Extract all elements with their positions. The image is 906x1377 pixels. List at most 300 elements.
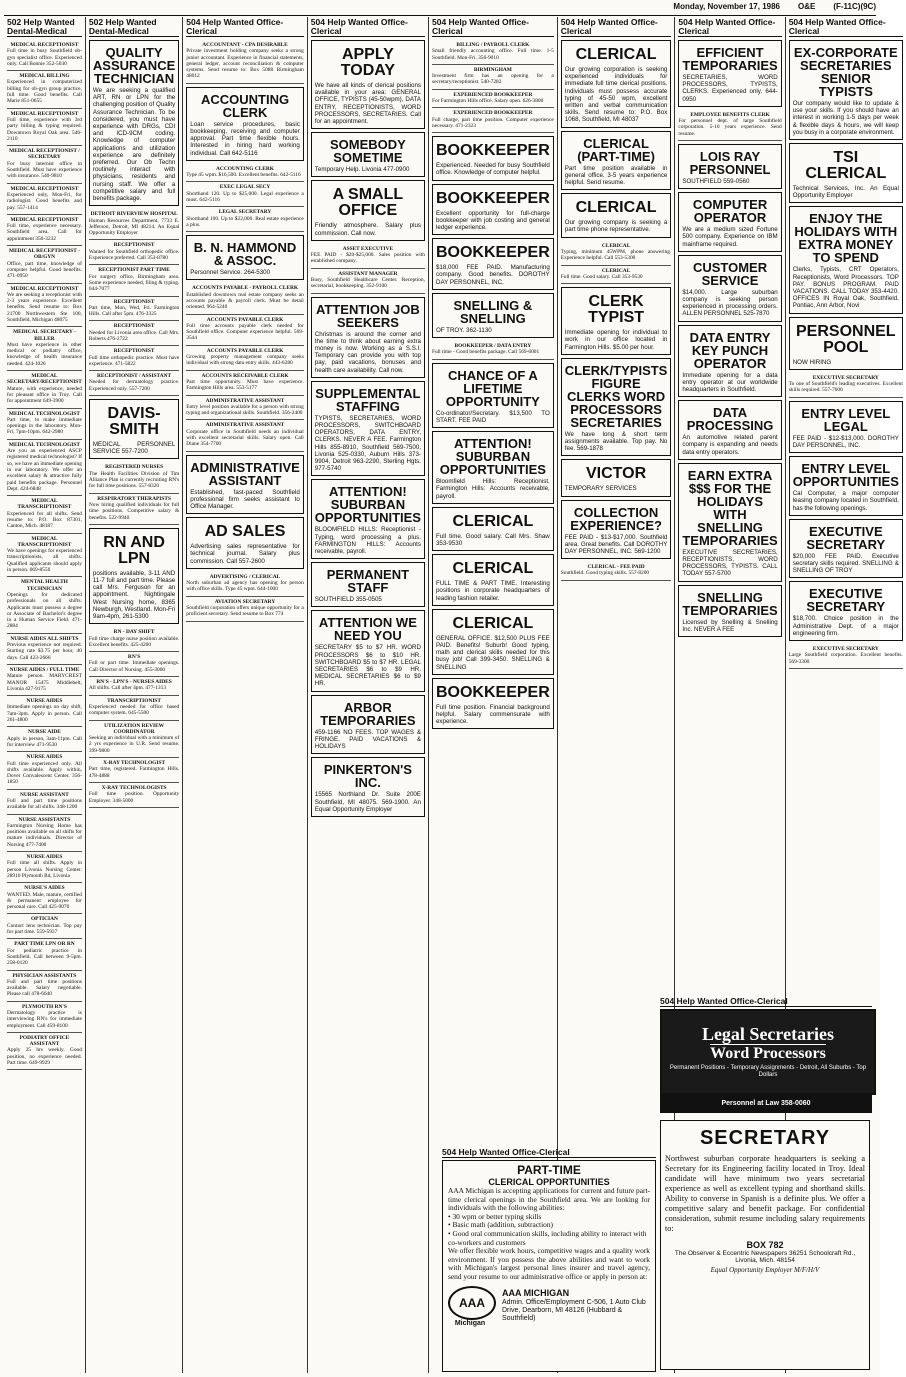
ad-body: Full and part time positions available for all shifts. 348-1200 <box>7 797 82 811</box>
ad-body: Southfield corporation offers unique opportunity for a proficient secretary. Send resume to Box 774 <box>186 605 304 618</box>
classified-ad <box>89 399 179 459</box>
classified-ad <box>186 396 304 421</box>
classified-ad <box>7 284 82 328</box>
classified-ad <box>89 627 179 652</box>
ad-body: Immediate opening for a data entry operator at our worldwide headquarters in Southfield. <box>682 371 778 394</box>
classified-ad <box>7 914 82 939</box>
ad-body: Full time. Good salary. Call 353-9530 <box>560 273 643 280</box>
ad-title: DAVIS-SMITH <box>107 405 161 439</box>
classified-ad <box>186 207 304 232</box>
classified-ad <box>432 40 554 65</box>
secretary-box: BOX 782 <box>746 1240 784 1250</box>
ad-title: MEDICAL SECRETARY/RECEPTIONIST <box>7 373 82 386</box>
classified-ad <box>7 40 82 71</box>
classified-ad <box>432 431 554 504</box>
classified-ad <box>89 528 179 624</box>
ad-body: Excellent opportunity for full-charge bookkeeper with job costing and general ledger experience. <box>435 209 550 232</box>
ad-title: BOOKKEEPER <box>435 244 550 262</box>
ad-title: X-RAY TECHNOLOGISTS <box>101 784 167 791</box>
classified-ad <box>311 381 425 477</box>
ad-title: RECEPTIONIST / ASSISTANT <box>97 373 172 380</box>
ad-body: For surgery office, Birmingham area. Some experience needed, filing & typing. 644-7077 <box>88 273 180 293</box>
classified-ad <box>89 297 179 322</box>
classified-ad <box>432 108 554 133</box>
ad-body: We have all kinds of clerical positions available in your area: GENERAL OFFICE, TYPISTS (45-50wpm), DATA ENTRY, RECEPTIONISTS, WORD PROCESSORS, SECRETARIES. Call for an appointment. <box>314 82 421 126</box>
ad-title: CLERICAL <box>452 560 534 578</box>
aaa-company: AAA MICHIGAN <box>502 1288 570 1299</box>
ad-title: BIRMINGHAM <box>473 66 512 73</box>
ad-body: Full time all shifts. Apply in person Livonia Nursing Center. 28910 Plymouth Rd, Livonia <box>7 860 82 879</box>
ad-title: RN AND LPN <box>103 533 165 567</box>
classified-ad <box>561 562 672 581</box>
ad-title: NURSE AIDES ALL SHIFTS <box>10 635 79 642</box>
ad-title: ENTRY LEVEL LEGAL <box>801 405 891 434</box>
ad-title: CLERK TYPIST <box>588 293 645 327</box>
page-header <box>4 2 876 14</box>
ad-body: Full time - Good benefits package. Call 569-6001 <box>431 349 540 356</box>
ad-body: Part time position available in general office. 3-5 years experience helpful. Send resume. <box>564 164 668 187</box>
aaa-address: Admin. Office/Employment C-506, 1 Auto Club Drive, Dearborn, MI 48126 (Hubbard & Southfield) <box>502 1299 646 1323</box>
classified-ad <box>789 456 903 516</box>
classified-ad <box>186 420 304 451</box>
classified-ad <box>432 238 554 290</box>
classified-ad <box>561 500 672 560</box>
ad-body: Established, fast-paced Southfield professional firm seeks assistant to Office Manager. <box>190 488 300 511</box>
aaa-parttime-ad <box>442 1160 656 1372</box>
ad-title: ENTRY LEVEL OPPORTUNITIES <box>792 461 899 490</box>
classified-ad <box>7 71 82 108</box>
classified-ad <box>186 182 304 207</box>
ad-title: RESPIRATORY THERAPISTS <box>97 495 171 502</box>
ad-body: Needed for Livonia area office. Call Mrs. Roberts 476-2722 <box>88 329 180 342</box>
column-heading: 504 Help Wanted Office-Clerical <box>186 18 304 37</box>
ad-body: Friendly atmosphere. Salary plus commission. Call now. <box>314 222 421 237</box>
classified-ad <box>7 327 82 371</box>
ad-body: For pediatric practice in Southfield. Call between 9-5pm. 258-0120 <box>7 947 82 967</box>
ad-title: TRANSCRIPTIONIST <box>107 697 162 704</box>
ad-body: Advertising sales representative for technical journal. Salary plus commission. Call 557-2600 <box>190 543 300 565</box>
ad-title: ATTENTION JOB SEEKERS <box>316 301 420 330</box>
ad-body: Part time, to make immediate openings in the laboratory. Mon-Fri, 7pm-10pm. 642-2980 <box>7 416 82 436</box>
classified-ad <box>432 90 554 109</box>
ad-title: CLERICAL (PART-TIME) <box>577 135 655 164</box>
ad-body: Private investment holding company seeks a strong junior accountant. Experience in financial statements, general ledger, account reconciliation & computer systems. Send resume to: Box 5088 Birmingham 48012 <box>186 48 304 80</box>
ad-body: Human Resources Department, 7733 E. Jefferson, Detroit, MI 48214. An Equal Opportunity Employer <box>88 217 180 237</box>
classified-ad <box>7 1002 82 1033</box>
ad-title: REGISTERED NURSES <box>105 464 164 471</box>
ad-body: We have openings for experienced transcriptionists, all shifts. Qualified applicants should apply in person. 669-8556 <box>7 548 82 574</box>
ad-body: Technical Services, Inc. An Equal Opportunity Employer <box>792 185 899 200</box>
ad-body: Our company would like to update & use your skills. If you should have an interest in working 1-5 days per week & flexible days & hours, we will keep you busy in a corporate environment. <box>792 100 899 136</box>
personnel-at-law-bar: Personnel at Law 358-0060 <box>660 1095 872 1113</box>
legal-secretaries-ad <box>660 1009 876 1095</box>
legal-line2: Word Processors <box>710 1045 826 1062</box>
parttime-subtitle: CLERICAL OPPORTUNITIES <box>488 1177 610 1187</box>
ad-body: $20,000 FEE PAID. Executive secretary skills required. SNELLING & SNELLING OF TROY <box>792 552 899 575</box>
ad-body: Openings for dedicated professionals on all shifts. Applicants must possess a degree or Associate of Bachelor's degree in a Human Service Field. 471-2884 <box>7 591 82 630</box>
ad-body: SECRETARY $5 to $7 HR. WORD PROCESSORS $6 to $10 HR. SWITCHBOARD $5 to $7 HR. LEGAL SECRETARIES $6 to $9 HR. MEDICAL SECRETARIES $6 to $9 HR. <box>314 644 421 688</box>
classified-ad <box>7 577 82 633</box>
parttime-bullet: • Good oral communication skills, including ability to interact with co-workers and customers <box>448 1228 647 1247</box>
legal-line3: Permanent Positions - Temporary Assignments - Detroit, All Suburbs - Top Dollars <box>669 1065 867 1078</box>
parttime-bullet: • 30 wpm or better typing skills <box>448 1211 542 1221</box>
classified-ad <box>89 240 179 265</box>
classified-ad <box>678 463 781 582</box>
classified-ad <box>432 363 554 428</box>
ad-body: FEE PAID - $20-$25,000. Sales position with established company. <box>310 252 425 265</box>
ad-title: ACCOUNTING CLERK <box>216 165 274 172</box>
ad-body: Experienced only, Mon-Fri, for radiologist. Good benefits and pay. 557-1414 <box>7 191 82 211</box>
ad-title: RECEPTIONIST <box>113 242 155 249</box>
ad-title: SUPPLEMENTAL STAFFING <box>315 385 421 414</box>
ad-body: SECRETARIES, WORD PROCESSORS, TYPISTS, CLERKS. Experienced only. 644-0950 <box>682 74 778 103</box>
classified-ad <box>789 373 903 398</box>
aaa-footer <box>448 1286 650 1327</box>
classified-column <box>786 17 906 992</box>
ad-title: EARN EXTRA $$$ FOR THE HOLIDAYS WITH SNELLING TEMPORARIES <box>682 467 778 548</box>
classified-ad <box>7 1033 82 1070</box>
classified-ad <box>89 696 179 721</box>
ad-body: We are seeking a receptionist with 2-3 years experience. Excellent benefits. Send resume to: Box 21700 Northwestern Ste 100, Southfield, Michigan 48075 <box>7 291 82 323</box>
ad-body: Mature person. MARYCREST MANOR 15475 Middlebelt, Livonia 427-9175 <box>7 673 82 692</box>
ad-title: BOOKKEEPER / DATA ENTRY <box>454 343 532 350</box>
ad-body: All shifts. Call after 4pm. 477-1313 <box>88 685 167 692</box>
ad-title: RECEPTIONIST PART TIME <box>98 267 170 274</box>
classified-ad <box>89 721 179 758</box>
parttime-bullet: • Basic math (addition, subtraction) <box>448 1220 554 1230</box>
ad-title: CLERICAL <box>452 512 534 530</box>
ad-body: Part time, Mon, Wed, Fri. Farmington Hills. Call after 5pm. 476-3325 <box>88 304 180 318</box>
ad-body: Personnel Service. 264-5300 <box>190 269 271 277</box>
ad-body: Typing, minimum 45WPM, phone answering. Experience helpful. Call 553-5300 <box>560 248 672 262</box>
ad-body: We have long & short term assignments available. Top pay. No fee. 569-1878 <box>564 430 668 453</box>
ad-title: MEDICAL TECHNOLOGIST <box>8 441 80 448</box>
classified-column <box>4 17 86 1373</box>
ad-title: CUSTOMER SERVICE <box>692 259 768 288</box>
classified-ad <box>432 341 554 360</box>
classified-ad <box>186 572 304 597</box>
ad-body: positions available, 3-11 AND 11-7 full and part time. Please call Mrs. Ferguson for an appointment. Nightingale West Nursing home, 8365 Newburgh, Westland. Mon-Fri 9am-4pm, 261-5300 <box>92 569 176 621</box>
ad-body: Office, part time, knowledge of computer helpful. Good benefits. 471-0950 <box>7 260 82 280</box>
classified-ad <box>186 346 304 371</box>
parttime-body2: We offer flexible work hours, competitive wages and a quality work environment. If you possess the above abilities and want to work with Michigan's largest personal lines insurer and travel agency, send your resume to our administrative office or apply in person at: <box>448 1246 650 1281</box>
ad-title: MEDICAL BILLING <box>19 73 70 80</box>
classified-ad <box>311 40 425 129</box>
classified-ad <box>789 40 903 140</box>
column-heading: 504 Help Wanted Office-Clerical <box>311 18 425 37</box>
ad-body: An automotive related parent company is expanding and needs data entry operators. <box>682 434 778 456</box>
ad-body: MEDICAL PERSONNEL SERVICE 557-7200 <box>92 441 176 456</box>
classified-ad <box>186 87 304 161</box>
ad-title: ARBOR TEMPORARIES <box>320 699 416 728</box>
bullet-text: Good oral communication skills, including ability to interact with co-workers and customers <box>448 1228 647 1247</box>
ad-title: RN - DAY SHIFT <box>113 629 155 636</box>
classified-ad <box>561 241 672 266</box>
ad-title: DATA PROCESSING <box>686 405 774 434</box>
ad-title: EXECUTIVE SECRETARY <box>812 645 879 652</box>
bullet-text: 30 wpm or better typing skills <box>452 1211 542 1221</box>
ad-title: NURSE AIDES <box>26 854 63 861</box>
classified-ad <box>678 144 781 189</box>
ad-body: Corporate office in Southfield needs an individual with excellent secretarial skills. Salary open. Call Diane 354-7700 <box>186 428 304 448</box>
ad-title: AVIATION SECRETARY <box>214 598 276 605</box>
ad-body: Apply in person, 3am-11pm. Call for interview 471-9530 <box>7 735 82 748</box>
classified-ad <box>186 517 304 569</box>
classified-ad <box>7 752 82 789</box>
ad-body: Investment firm has an opening for a secretary/receptionist. 540-7282 <box>431 73 554 86</box>
ad-title: EFFICIENT TEMPORARIES <box>682 45 778 73</box>
ad-title: DATA ENTRY KEY PUNCH OPERATOR <box>689 329 771 371</box>
ad-body: Entry level position available for a person with strong typing and organizational skills. Southfield. 356-2400 <box>186 403 304 417</box>
header-date: Monday, November 17, 1986 <box>673 2 780 11</box>
ad-title: SNELLING TEMPORARIES <box>682 589 778 618</box>
ad-title: ACCOUNTS RECEIVABLE CLERK <box>201 372 289 379</box>
classified-ad <box>7 146 82 183</box>
header-rule <box>4 15 876 16</box>
ad-title: CLERICAL <box>601 242 631 249</box>
ad-title: RECEPTIONIST <box>113 298 155 305</box>
ad-body: Bloomfield Hills: Receptionist. Farmington Hills: Accounts receivable, payroll. <box>435 478 550 500</box>
classified-ad <box>89 346 179 371</box>
classified-column <box>86 17 183 1373</box>
classified-ad <box>561 40 672 128</box>
ad-title: PLYMOUTH RN'S <box>22 1003 67 1010</box>
classified-ad <box>789 519 903 579</box>
column-heading: 502 Help Wanted Dental-Medical <box>89 18 179 37</box>
ad-title: NURSE AIDES / FULL TIME <box>9 666 80 673</box>
ad-body: Part time, registered. Farmington Hills. 478-4888 <box>88 766 180 779</box>
classified-ad <box>7 852 82 883</box>
ad-body: Established downtown real estate company seeks an accounts payable & payroll clerk. Must be detail oriented. 964-5240 <box>186 291 304 311</box>
legal-line1: Legal Secretaries <box>701 1024 835 1044</box>
ad-body: FULL TIME & PART TIME. Interesting positions in corporate headquarters of leading fashion retailer. <box>435 580 550 602</box>
ad-title: DETROIT RIVERVIEW HOSPITAL <box>90 211 178 218</box>
classified-ad <box>432 609 554 675</box>
classified-ad <box>561 459 672 496</box>
classified-ad <box>432 136 554 180</box>
ad-body: BLOOMFIELD HILLS: Receptionist - Typing, word processing a plus. FARMINGTON HILLS: Accounts receivable, payroll. <box>314 526 421 556</box>
ad-body: Full time accounts payable clerk needed for Southfield office. Computer experience helpful. 569-3544 <box>186 322 304 342</box>
ad-body: Immediate opening for individual to work in our office located in Farmington Hills. $5.00 per hour. <box>564 329 668 351</box>
ad-title: MEDICAL SECRETARY - BILLER <box>13 329 76 342</box>
ad-body: Full time, experience necessary. Southfield area. Call for appointment 350-3232 <box>7 223 82 242</box>
classified-ad <box>789 317 903 370</box>
ad-title: ASSET EXECUTIVE <box>342 245 394 252</box>
header-section: O&E <box>797 2 816 11</box>
ad-title: CLERICAL <box>575 46 657 63</box>
column-heading: 504 Help Wanted Office-Clerical <box>789 18 903 37</box>
classified-ad <box>432 65 554 90</box>
ad-body: Large Southfield corporation. Excellent benefits. 569-3300 <box>788 652 903 665</box>
ad-body: OF TROY. 362-1130 <box>435 326 492 334</box>
ad-title: EXEC LEGAL SECY <box>219 184 271 191</box>
ad-title: EX-CORPORATE SECRETARIES SENIOR TYPISTS <box>793 45 898 99</box>
ad-body: Small friendly accounting office. Full time. 1-5 Southfield. Mon-Fri. 356-9010 <box>431 48 554 61</box>
ad-title: NURSE AIDES <box>26 754 63 761</box>
ad-title: PERMANENT STAFF <box>326 567 410 596</box>
ad-body: Experienced in computerized billing for ob-gyn group practice, full time. Good benefits. Call Marie 851-0655 <box>7 79 82 105</box>
parttime-heading: 504 Help Wanted Office-Clerical <box>442 1147 656 1158</box>
ad-body: 15565 Northland Dr. Suite 200E Southfield, MI 48075. 569-1900. An Equal Opportunity Employer <box>314 791 421 813</box>
ad-title: EXECUTIVE SECRETARY <box>806 523 886 552</box>
ad-body: The Health Facilities Division of Tim Alliance Plan is currently recruiting RN's for full time positions. 557-8320 <box>88 470 180 490</box>
classified-ad <box>89 652 179 677</box>
classified-ad <box>311 479 425 559</box>
classified-ad <box>561 193 672 237</box>
classified-ad <box>89 494 179 525</box>
column-heading: 504 Help Wanted Office-Clerical <box>432 18 554 37</box>
ad-body: Loan service procedures, basic bookkeeping, receiving and computer approval. Part time flexible hours. Interested in hiring hard working individual. Call 642-5116 <box>190 120 300 157</box>
ad-body: FEE PAID - $13-$17,000. Southfield area. Great benefits. Call DOROTHY DAY PERSONNEL, INC. 569-1200 <box>564 533 668 555</box>
ad-body: Christmas is around the corner and the time to think about earning extra money is now. Working as a S.S.I. Temporary can provide you with top pay, paid vacations, bonuses and health care availability. Call now. <box>314 330 421 374</box>
ad-title: APPLY TODAY <box>340 46 396 79</box>
ad-body: For Farmington Hills office. Salary open. 626-3800 <box>431 98 544 105</box>
classified-ad <box>89 677 179 696</box>
ad-body: SOUTHFIELD 559-0560 <box>682 178 750 185</box>
classified-ad <box>311 269 425 294</box>
ad-title: AD SALES <box>204 523 286 541</box>
ad-body: Farmington Nursing Home has positions available on all shifts for mature individuals. Director of Nursing 477-7400 <box>7 822 82 848</box>
classified-ad <box>311 757 425 817</box>
ad-title: OPTICIAN <box>30 916 58 923</box>
ad-body: Type 45 wpm. $16,500. Excellent benefits. 642-5116 <box>186 172 301 179</box>
ad-body: Apply 25 hrs weekly. Good position, no experience needed. Part time. 649-9929 <box>7 1047 82 1067</box>
classified-ad <box>7 184 82 215</box>
ad-title: CLERK/TYPISTS FIGURE CLERKS WORD PROCESSORS SECRETARIES <box>564 362 668 430</box>
ad-title: NURSE ASSISTANT <box>20 791 69 798</box>
ad-body: Full time. Good salary. Call Mrs. Shaw 353-9530 <box>435 532 550 547</box>
ad-title: UTILIZATION REVIEW COORDINATOR <box>104 722 165 735</box>
ad-title: ACCOUNTANT - CPA DESIRABLE <box>202 42 288 48</box>
bullet-text: Basic math (addition, subtraction) <box>452 1220 554 1230</box>
ad-title: CLERICAL - FEE PAID <box>587 564 645 571</box>
classified-ad <box>186 40 304 84</box>
ad-title: CHANCE OF A LIFETIME OPPORTUNITY <box>445 367 540 409</box>
ad-title: SOMEBODY SOMETIME <box>329 137 406 166</box>
ad-body: Experienced for all shifts. Send resume to: P.O. Box 87301, Canton, Mich. 48187 <box>7 510 82 530</box>
classified-ad <box>7 634 82 665</box>
classified-ad <box>7 440 82 496</box>
classified-ad <box>7 971 82 1002</box>
ad-body: Our growing company is seeking a part time phone representative. <box>564 219 668 234</box>
classified-ad <box>311 562 425 607</box>
ad-body: Must have experience in other medical or podiatry office, knowledge of health insurance needed. 424-1026 <box>7 341 82 367</box>
classified-ad <box>678 255 781 322</box>
ad-title: ENJOY THE HOLIDAYS WITH EXTRA MONEY TO SPEND <box>794 211 898 266</box>
ad-body: $18,700. Choice position in the Administrative Dept. of a major engineering firm. <box>792 615 899 637</box>
header-page: (F-11C)(9C) <box>833 2 876 11</box>
ad-title: VICTOR <box>585 465 647 483</box>
classified-ad <box>678 400 781 460</box>
classified-ad <box>311 297 425 378</box>
ad-body: FEE PAID - $12-$13,000. DOROTHY DAY PERSONNEL, INC. <box>792 434 899 449</box>
ad-body: To one of Southfield's leading executives. Excellent skills required. 557-7600 <box>788 381 903 394</box>
ad-body: Needed for dermatology practice. Experienced only. 557-7200 <box>88 379 180 392</box>
parttime-title: PART-TIME <box>517 1163 581 1177</box>
ad-title: CLERICAL <box>575 199 657 217</box>
ad-title: EXECUTIVE SECRETARY <box>812 374 879 381</box>
ad-body: GENERAL OFFICE. $12,500 PLUS FEE PAID. Benefits! Suburb! Good typing, math and clerical skills needed for this busy job! Call 399-3450. SNELLING & SNELLING <box>435 634 550 671</box>
ad-body: Are you an experienced ASCP registered medical technologist? If so, we have an immediate opening in our laboratory. We offer an excellent salary & attractive fully paid benefits package. Personnel Dept. 424-6848 <box>7 448 82 492</box>
classified-ad <box>432 554 554 606</box>
ad-title: ACCOUNTS PAYABLE - PAYROLL CLERK <box>191 285 299 292</box>
classified-ad <box>561 266 672 285</box>
ad-body: Full time position. Financial background helpful. Salary commensurate with experience. <box>435 703 550 726</box>
ad-body: We are seeking a qualified ART, RN or LPN for the challenging position of Quality Assurance Technician. To be considered, you must have experience with DRGs, CDI and ICD-9CM coding. Knowledge of computer applications and utilization experience are definitely preferred. Our Ob Techn routinely interact with physicians, residents and nursing staff. We offer a competitive salary and full benefits package. <box>92 87 176 203</box>
classified-ad <box>678 585 781 637</box>
classified-ad <box>678 192 781 252</box>
ad-title: ATTENTION! SUBURBAN OPPORTUNITIES <box>439 436 546 478</box>
ad-body: Part time opportunity. Must have experience. Farmington Hills area. 553-5177 <box>186 378 304 392</box>
ad-body: TYPISTS, SECRETARIES, WORD PROCESSORS, SWITCHBOARD OPERATORS, DATA ENTRY, CLERKS. NEVER A FEE. Farmington Hills 855-8910, Southfield 569-7500, Livonia 525-0330, Auburn Hills 373-9904, Detroit 963-2290, Sterling Hgts. 977-5740 <box>314 414 421 473</box>
ad-title: RECEPTIONIST <box>113 348 155 355</box>
ad-title: ADVERTISING / CLERICAL <box>209 573 281 580</box>
ad-title: CLERICAL <box>601 267 631 274</box>
legal-heading: 504 Help Wanted Office-Clerical <box>660 996 872 1007</box>
classified-ad <box>186 283 304 314</box>
classified-ad <box>561 287 672 355</box>
ad-body: Clerks, Typists, CRT Operators, Receptionists, Word Processors. TOP PAY. BONUS PROGRAM. PAID VACATIONS. CALL TODAY 353-4420. OFFICES IN Royal Oak, Southfield, Pontiac, Ann Arbor, Novi <box>792 266 899 310</box>
classified-ad <box>7 665 82 696</box>
classified-ad <box>7 215 82 246</box>
ad-title: PERSONNEL POOL <box>796 322 896 356</box>
classified-ad <box>7 815 82 852</box>
classified-ad <box>89 783 179 808</box>
classified-ad <box>311 132 425 177</box>
ad-body: EXECUTIVE SECRETARIES, RECEPTIONISTS, WORD PROCESSORS, TYPISTS. CALL TODAY 557-5700 <box>682 548 778 578</box>
ad-title: ASSISTANT MANAGER <box>338 270 398 277</box>
ad-title: RN'S <box>127 654 141 661</box>
ad-body: Temporary Help. Livonia 477-0900 <box>314 166 410 174</box>
classified-ad <box>186 371 304 396</box>
ad-body: Dermatology practice is interviewing RN's for immediate employment. Call 459-8100 <box>7 1010 82 1029</box>
ad-body: Experienced needed for office based computer system. 645-5500 <box>88 703 180 717</box>
classified-ad <box>7 109 82 146</box>
ad-title: BOOKKEEPER <box>435 683 550 701</box>
ad-title: BOOKKEEPER <box>435 142 550 160</box>
ad-body: NOW HIRING <box>792 358 832 366</box>
classified-ad <box>89 209 179 240</box>
ad-title: RECEPTIONIST <box>113 323 155 330</box>
column-heading: 502 Help Wanted Dental-Medical <box>7 18 82 37</box>
classified-ad <box>678 40 781 107</box>
classified-ad <box>789 143 903 203</box>
ad-body: For busy internist office in Southfield. Must have experience with insurance. 540-9810 <box>7 160 82 180</box>
ad-title: B. N. HAMMOND & ASSOC. <box>193 240 297 269</box>
classified-column <box>308 17 429 1373</box>
classified-ad <box>561 131 672 191</box>
classified-ad <box>89 265 179 296</box>
ad-body: Full time orthopedic practice. Must have experience. 471-5822 <box>88 354 180 367</box>
ad-body: Full time charge nurse position available. Excellent benefits. 425-4200 <box>88 635 180 648</box>
classified-ad <box>186 235 304 280</box>
ad-body: Full charge, part time position. Computer experience necessary. 471-2323 <box>431 116 554 129</box>
classified-ad <box>186 455 304 515</box>
ad-body: Busy, Southfield Healthcare Center. Reception, secretarial, bookkeeping. 352-9100 <box>310 277 425 290</box>
ad-title: COMPUTER OPERATOR <box>692 197 768 226</box>
classified-ad <box>789 644 903 669</box>
ad-body: $14,000. Large suburban company is seeking person experienced in processing orders. ALLEN PERSONNEL 525-7870 <box>682 288 778 318</box>
classified-ad <box>432 293 554 338</box>
classified-ad <box>7 939 82 970</box>
classified-ad <box>311 610 425 691</box>
ad-body: Wanted for Southfield orthopedic office. Experience preferred. Call 353-8780 <box>88 248 180 262</box>
parttime-body: AAA Michigan is accepting applications for current and future part-time clerical openings in the Southfield area. We are looking for individuals with the following abilities: <box>448 1186 650 1213</box>
ad-title: MEDICAL RECEPTIONIST <box>10 110 79 117</box>
classified-ad <box>89 758 179 783</box>
classified-ad <box>186 315 304 346</box>
classified-ad <box>7 790 82 815</box>
